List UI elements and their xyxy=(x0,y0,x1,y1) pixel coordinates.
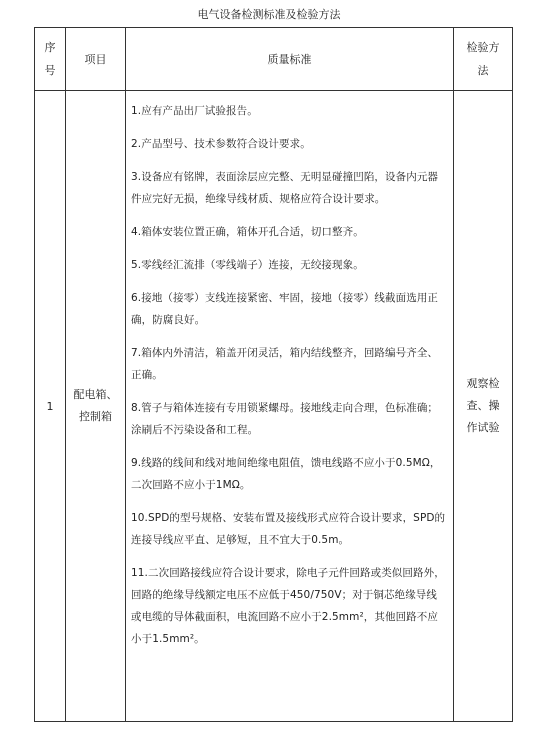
header-seq-line-2: 号 xyxy=(44,64,56,77)
method-line-3: 作试验 xyxy=(466,421,500,434)
header-item: 项目 xyxy=(66,28,126,91)
header-method xyxy=(454,28,513,91)
standard-item-5: 5.零线经汇流排（零线端子）连接，无绞接现象。 xyxy=(131,259,364,271)
header-method-line-1: 检验方 xyxy=(466,41,500,54)
standard-item-7: 7.箱体内外清洁，箱盖开闭灵活，箱内结线整齐，回路编号齐全、正确。 xyxy=(131,347,439,381)
standard-item-1: 1.应有产品出厂试验报告。 xyxy=(131,105,258,117)
standard-item-9: 9.线路的线间和线对地间绝缘电阻值，馈电线路不应小于0.5MΩ，二次回路不应小于1MΩ。 xyxy=(131,457,441,491)
standard-item-11: 11.二次回路接线应符合设计要求，除电子元件回路或类似回路外，回路的绝缘导线额定电压不应低于450/750V；对于铜芯绝缘导线或电缆的导体截面积，电流回路不应小于2.5mm²，其他回路不应小于1.5mm²。 xyxy=(131,567,445,645)
standard-list xyxy=(126,91,453,650)
row-method-cell xyxy=(454,91,513,722)
item-name-line-1: 配电箱、 xyxy=(73,388,118,401)
standards-table xyxy=(34,27,513,722)
standard-item-3: 3.设备应有铭牌，表面涂层应完整、无明显碰撞凹陷，设备内元器件应完好无损，绝缘导线材质、规格应符合设计要求。 xyxy=(131,171,439,205)
standard-item-2: 2.产品型号、技术参数符合设计要求。 xyxy=(131,138,311,150)
method-line-1: 观察检 xyxy=(466,377,500,390)
row-item-cell xyxy=(66,91,126,722)
table-row xyxy=(35,91,513,722)
row-standard-cell xyxy=(126,91,454,722)
method-line-2: 查、操 xyxy=(466,399,500,412)
standard-item-10: 10.SPD的型号规格、安装布置及接线形式应符合设计要求，SPD的连接导线应平直、足够短，且不宜大于0.5m。 xyxy=(131,512,446,546)
document-title: 电气设备检测标准及检验方法 xyxy=(197,8,341,21)
standard-item-6: 6.接地（接零）支线连接紧密、牢固，接地（接零）线截面选用正确，防腐良好。 xyxy=(131,292,439,326)
header-seq-line-1: 序 xyxy=(44,41,56,54)
header-standard: 质量标准 xyxy=(126,28,454,91)
item-name-line-2: 控制箱 xyxy=(79,410,112,423)
row-seq-cell: 1 xyxy=(35,91,66,722)
table-header-row xyxy=(35,28,513,91)
header-seq xyxy=(35,28,66,91)
header-method-line-2: 法 xyxy=(477,64,489,77)
standard-item-4: 4.箱体安装位置正确，箱体开孔合适，切口整齐。 xyxy=(131,226,364,238)
standard-item-8: 8.管子与箱体连接有专用锁紧螺母。接地线走向合理，色标准确；涂刷后不污染设备和工程。 xyxy=(131,402,439,436)
